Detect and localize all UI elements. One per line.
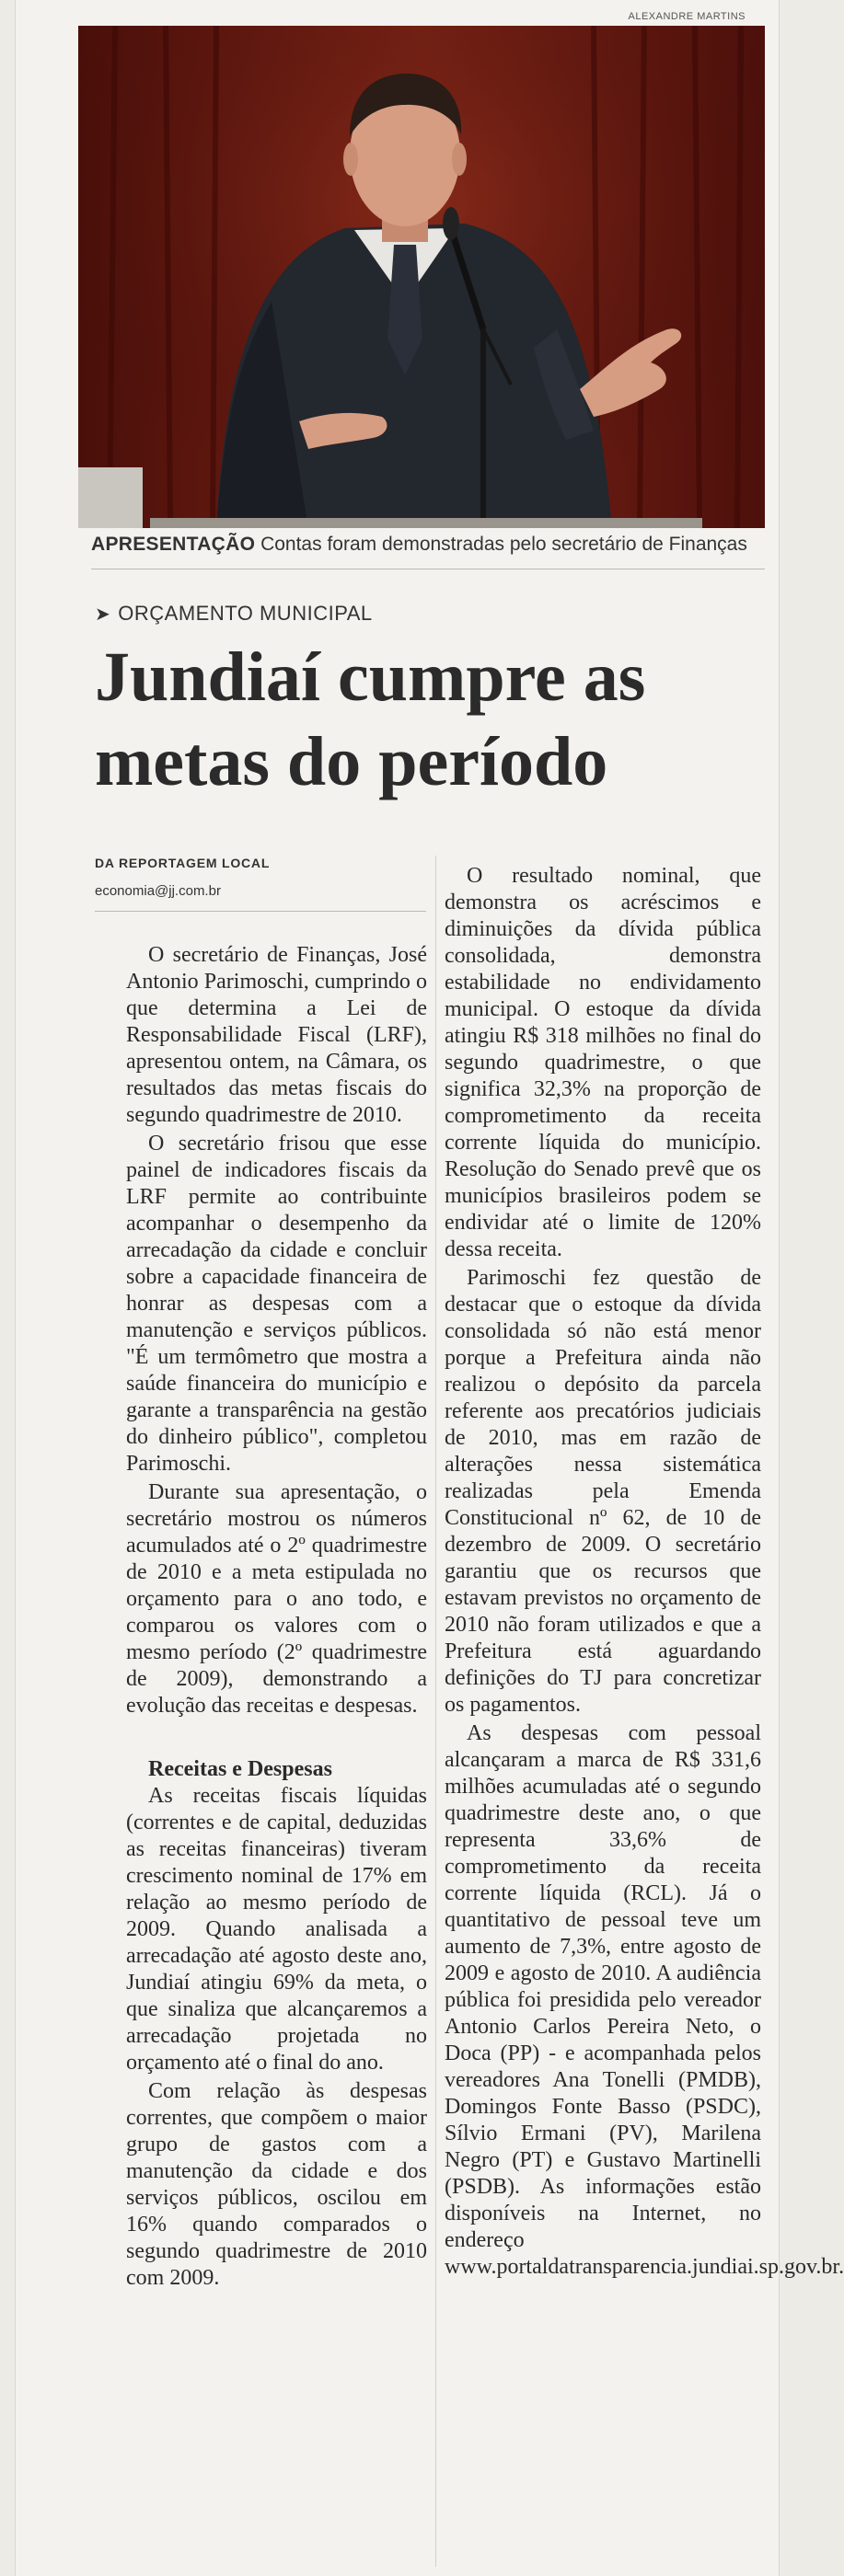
section-subhead: Receitas e Despesas <box>148 1757 332 1781</box>
section-kicker <box>95 602 373 626</box>
headline <box>95 635 776 804</box>
headline-line-2: metas do período <box>95 723 608 800</box>
photo-credit: ALEXANDRE MARTINS <box>628 11 746 22</box>
paragraph: As despesas com pessoal alcançaram a marca de R$ 331,6 milhões acumuladas até o segundo quadrimestre deste ano, o que representa 33,6% de comprometimento da receita corrente líquida (RCL). Já o quantitativo de pessoal teve um aumento de 7,3%, entre agosto de 2009 e agosto de 2010. A audiência pública foi presidida pelo vereador Antonio Carlos Pereira Neto, o Doca (PP) - e acompanhada pelos vereadores Ana Tonelli (PMDB), Domingos Fonte Basso (PSDC), Sílvio Ermani (PV), Marilena Negro (PT) e Gustavo Martinelli (PSDB). As informações estão disponíveis na Internet, no endereço www.portaldatransparencia.jundiai.sp.gov.br. <box>445 1721 844 2279</box>
caption-text: Contas foram demonstradas pelo secretário de Finanças <box>260 534 747 555</box>
article-photo <box>78 26 765 528</box>
paragraph: O secretário frisou que esse painel de indicadores fiscais da LRF permite ao contribuinte acompanhar o desempenho da arrecadação da cidade e concluir sobre a capacidade financeira de honrar as despesas com a manutenção e serviços públicos. "É um termômetro que mostra a saúde financeira do município e garante a transparência na gestão do dinheiro público", completou Parimoschi. <box>126 1132 427 1476</box>
paragraph: O resultado nominal, que demonstra os acréscimos e diminuições da dívida pública consolidada, demonstra estabilidade no endividamento municipal. O estoque da dívida atingiu R$ 318 milhões no final do segundo quadrimestre, o que significa 32,3% na proporção de comprometimento da receita corrente líquida do município. Resolução do Senado prevê que os municípios brasileiros podem se endividar até o limite de 120% dessa receita. <box>445 864 761 1261</box>
newspaper-page <box>15 0 844 2576</box>
article-column-right <box>445 863 844 2281</box>
paragraph: Parimoschi fez questão de destacar que o estoque da dívida consolidada só não está menor porque a Prefeitura ainda não realizou o depósito da parcela referente aos precatórios judiciais de 2010, mas em razão de alterações nessa sistemática realizadas pela Emenda Constitucional nº 62, de 10 de dezembro de 2009. O secretário garantiu que os recursos que estavam previstos no orçamento de 2010 não foram utilizados e que a Prefeitura está aguardando definições do TJ para concretizar os pagamentos. <box>445 1266 761 1717</box>
speaker-photo-illustration <box>78 26 765 528</box>
column-divider <box>435 856 436 2567</box>
kicker-label: ORÇAMENTO MUNICIPAL <box>118 602 373 625</box>
paragraph: O secretário de Finanças, José Antonio Parimoschi, cumprindo o que determina a Lei de Responsabilidade Fiscal (LRF), apresentou ontem, na Câmara, os resultados das metas fiscais do segundo quadrimestre de 2010. <box>126 943 427 1127</box>
paragraph: As receitas fiscais líquidas (correntes e de capital, deduzidas as receitas financeiras) tiveram crescimento nominal de 17% em relação ao mesmo período de 2009. Quando analisada a arrecadação até agosto deste ano, Jundiaí atingiu 69% da meta, o que sinaliza que alcançaremos a arrecadação projetada no orçamento até o final do ano. <box>126 1784 427 2075</box>
photo-caption <box>91 534 772 556</box>
paragraph: Durante sua apresentação, o secretário mostrou os números acumulados até o 2º quadrimestre de 2010 e a meta estipulada no orçamento para o ano todo, e comparou os valores com o mesmo período (2º quadrimestre de 2009), demonstrando a evolução das receitas e despesas. <box>126 1480 427 1718</box>
article-column-left <box>126 942 427 2292</box>
caption-lead: APRESENTAÇÃO <box>91 534 256 555</box>
byline: DA REPORTAGEM LOCAL <box>95 856 271 870</box>
author-email: economia@jj.com.br <box>95 883 221 899</box>
headline-line-1: Jundiaí cumpre as <box>95 638 646 716</box>
paragraph: Com relação às despesas correntes, que compõem o maior grupo de gastos com a manutenção da cidade e dos serviços públicos, oscilou em 16% quando comparados o segundo quadrimestre de 2010 com 2009. <box>126 2079 427 2290</box>
arrow-right-icon: ➤ <box>95 604 111 625</box>
byline-divider <box>95 911 426 912</box>
